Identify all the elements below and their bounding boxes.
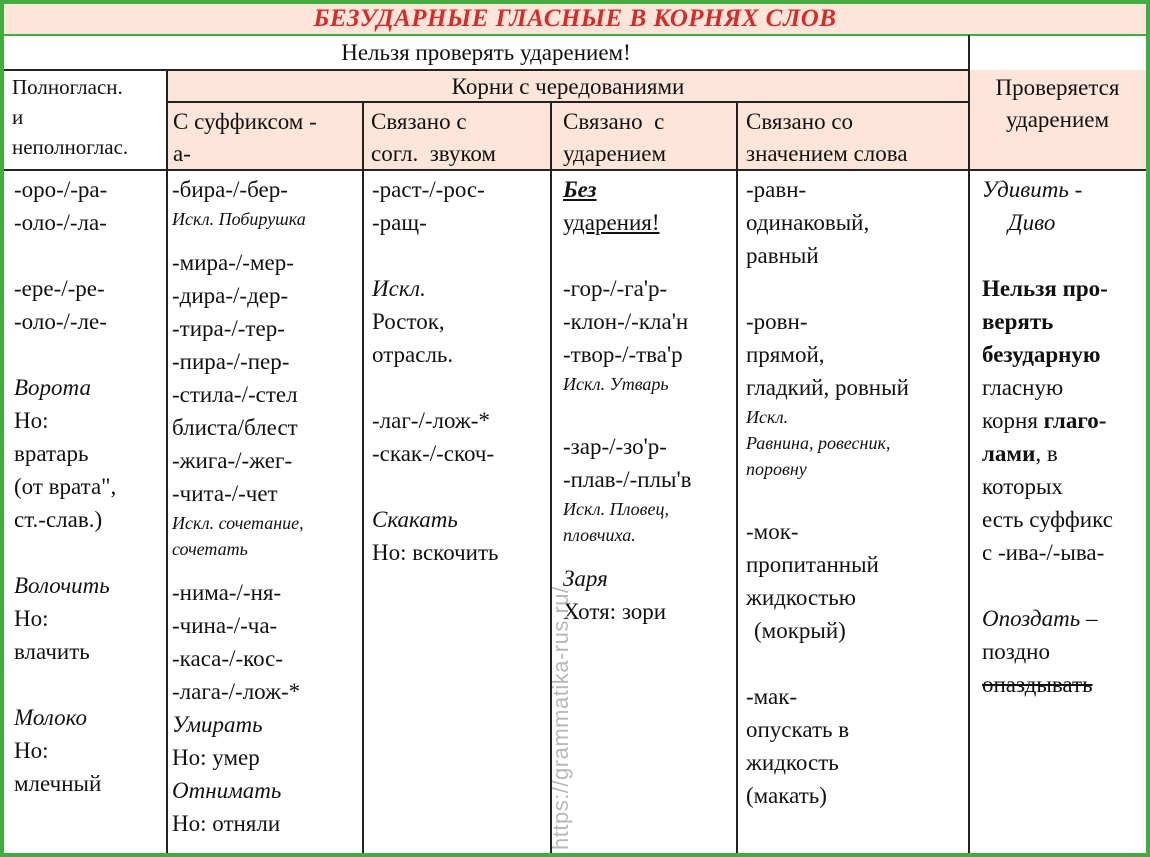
grid-line bbox=[736, 101, 738, 853]
example-word: Молоко bbox=[14, 705, 87, 730]
text-line: одинаковый, bbox=[746, 210, 870, 235]
grid-line bbox=[4, 69, 969, 71]
text-line: (макать) bbox=[746, 783, 827, 808]
root-pattern: -дира-/-дер- bbox=[172, 283, 289, 308]
col2-body bbox=[372, 173, 548, 569]
example-word: Скакать bbox=[372, 507, 458, 532]
exception-note: Искл. Утварь bbox=[563, 374, 669, 394]
example-word: Отнимать bbox=[172, 778, 282, 803]
root-pattern: -ращ- bbox=[372, 210, 427, 235]
example-word: Удивить - bbox=[982, 177, 1083, 202]
text-line: опускать в bbox=[746, 717, 850, 742]
root-pattern: -оло-/-ла- bbox=[14, 210, 107, 235]
exception-note: Искл. Побирушка bbox=[172, 209, 306, 229]
col2-header-line: Связано с bbox=[371, 109, 467, 134]
example-word: Волочить bbox=[14, 573, 110, 598]
exception-note: поровну bbox=[746, 459, 807, 479]
text-line: (мокрый) bbox=[754, 618, 846, 643]
text-line: жидкость bbox=[746, 750, 839, 775]
root-pattern: -чита-/-чет bbox=[172, 481, 278, 506]
text-line: Хотя: зори bbox=[563, 599, 667, 624]
text-line: отрасль. bbox=[372, 342, 454, 367]
root-pattern: -зар-/-зо'р- bbox=[563, 434, 667, 459]
root-pattern: -гор-/-га'р- bbox=[563, 276, 668, 301]
example-word: Опоздать – bbox=[982, 606, 1098, 631]
root-pattern: -лага-/-лож-* bbox=[172, 679, 301, 704]
grid-line bbox=[362, 101, 364, 853]
col4-header-line: Связано со bbox=[746, 109, 854, 134]
text-line: Но: вскочить bbox=[372, 540, 499, 565]
exception-note: Искл. сочетание, bbox=[172, 513, 304, 533]
text-line: млечный bbox=[14, 771, 102, 796]
text-line: жидкостью bbox=[746, 585, 856, 610]
text-line: есть суффикс bbox=[982, 507, 1113, 532]
col2-header bbox=[371, 106, 549, 170]
col4-body bbox=[746, 173, 966, 812]
col3-header-line: ударением bbox=[563, 141, 667, 166]
root-pattern: -мира-/-мер- bbox=[172, 250, 294, 275]
note-heading: ударения! bbox=[563, 210, 660, 235]
text-line: влачить bbox=[14, 639, 90, 664]
root-pattern: -ровн- bbox=[746, 309, 808, 334]
col0-header-line: Полногласн. bbox=[12, 75, 123, 99]
root-pattern: -равн- bbox=[746, 177, 807, 202]
text-line: с -ива-/-ыва- bbox=[982, 540, 1105, 565]
root-pattern: блиста/блест bbox=[172, 415, 298, 440]
root-pattern: -клон-/-кла'н bbox=[563, 309, 689, 334]
col2-header-line: согл. звуком bbox=[371, 141, 496, 166]
root-pattern: -тира-/-тер- bbox=[172, 316, 285, 341]
col4-header-line: значением слова bbox=[746, 141, 908, 166]
text-line-part: , в bbox=[1035, 441, 1058, 466]
grid-line bbox=[166, 69, 168, 853]
root-pattern: -жига-/-жег- bbox=[172, 448, 293, 473]
example-word: Заря bbox=[563, 566, 608, 591]
text-line: вратарь bbox=[14, 441, 89, 466]
text-line: пропитанный bbox=[746, 552, 879, 577]
text-line: Но: bbox=[14, 408, 49, 433]
col1-header-line: С суффиксом - bbox=[173, 109, 317, 134]
root-pattern: -скак-/-скоч- bbox=[372, 441, 495, 466]
text-line: (от врата", bbox=[14, 474, 117, 499]
text-line: гласную bbox=[982, 375, 1064, 400]
text-line: Росток, bbox=[372, 309, 445, 334]
text-line: Но: умер bbox=[172, 745, 260, 770]
note-heading: Без bbox=[563, 177, 597, 202]
example-word: Диво bbox=[1008, 210, 1056, 235]
root-pattern: -лаг-/-лож-* bbox=[372, 408, 490, 433]
text-line: которых bbox=[982, 474, 1063, 499]
col0-header-line: неполноглас. bbox=[12, 135, 129, 159]
col1-header-line: а- bbox=[173, 141, 191, 166]
grid-line bbox=[167, 101, 969, 103]
top-banner: Нельзя проверять ударением! bbox=[341, 40, 631, 65]
root-pattern: -пира-/-пер- bbox=[172, 349, 290, 374]
text-line: поздно bbox=[982, 639, 1050, 664]
col5-body bbox=[982, 173, 1144, 701]
col3-body bbox=[563, 173, 735, 628]
rule-text: Нельзя про- bbox=[982, 276, 1108, 301]
col5-header bbox=[969, 72, 1146, 136]
text-line bbox=[982, 437, 1144, 470]
col5-header-line: Проверяется bbox=[995, 75, 1120, 100]
root-pattern: -твор-/-тва'р bbox=[563, 342, 683, 367]
col3-header-line: Связано с bbox=[563, 109, 665, 134]
text-line: прямой, bbox=[746, 342, 825, 367]
exception-note: Искл. Пловец, bbox=[563, 499, 669, 519]
page-title: БЕЗУДАРНЫЕ ГЛАСНЫЕ В КОРНЯХ СЛОВ bbox=[4, 4, 1146, 36]
text-line: Но: отняли bbox=[172, 811, 281, 836]
col4-header bbox=[746, 106, 968, 170]
text-line: Но: bbox=[14, 738, 49, 763]
text-line: ст.-слав.) bbox=[14, 507, 103, 532]
col0-body bbox=[14, 173, 164, 800]
col5-header-line: ударением bbox=[1005, 107, 1110, 132]
root-pattern: -чина-/-ча- bbox=[172, 613, 278, 638]
text-line: равный bbox=[746, 243, 819, 268]
col3-header bbox=[563, 106, 735, 170]
rule-text: безударную bbox=[982, 342, 1101, 367]
group-header: Корни с чередованиями bbox=[451, 74, 685, 99]
col1-header bbox=[173, 106, 361, 170]
text-line: Но: bbox=[14, 606, 49, 631]
col0-header bbox=[12, 72, 164, 162]
col0-header-line: и bbox=[12, 105, 24, 129]
exception-label: Искл. bbox=[372, 276, 426, 301]
text-line-part: корня bbox=[982, 408, 1044, 433]
example-word: Умирать bbox=[172, 712, 263, 737]
grid-line bbox=[968, 35, 970, 853]
exception-note: сочетать bbox=[172, 539, 248, 559]
root-pattern: -мак- bbox=[746, 684, 798, 709]
root-pattern: -плав-/-плы'в bbox=[563, 467, 692, 492]
exception-note: пловчиха. bbox=[563, 525, 636, 545]
root-pattern: -мок- bbox=[746, 519, 799, 544]
rule-text: верять bbox=[982, 309, 1054, 334]
struck-word: опаздывать bbox=[982, 672, 1093, 697]
root-pattern: -оло-/-ле- bbox=[14, 309, 107, 334]
col1-body bbox=[172, 173, 360, 840]
root-pattern: -ере-/-ре- bbox=[14, 276, 105, 301]
text-line: гладкий, ровный bbox=[746, 375, 909, 400]
root-pattern: -каса-/-кос- bbox=[172, 646, 284, 671]
root-pattern: -раст-/-рос- bbox=[372, 177, 485, 202]
root-pattern: -стила-/-стел bbox=[172, 382, 298, 407]
rule-text: глаго- bbox=[1043, 408, 1107, 433]
root-pattern: -оро-/-ра- bbox=[14, 177, 108, 202]
rule-text: лами bbox=[982, 441, 1036, 466]
root-pattern: -нима-/-ня- bbox=[172, 580, 282, 605]
root-pattern: -бира-/-бер- bbox=[172, 177, 288, 202]
exception-note: Искл. bbox=[746, 407, 789, 427]
watermark: https://grammatika-rus.ru/ bbox=[548, 586, 573, 850]
text-line bbox=[982, 404, 1144, 437]
example-word: Ворота bbox=[14, 375, 91, 400]
exception-note: Равнина, ровесник, bbox=[746, 433, 891, 453]
